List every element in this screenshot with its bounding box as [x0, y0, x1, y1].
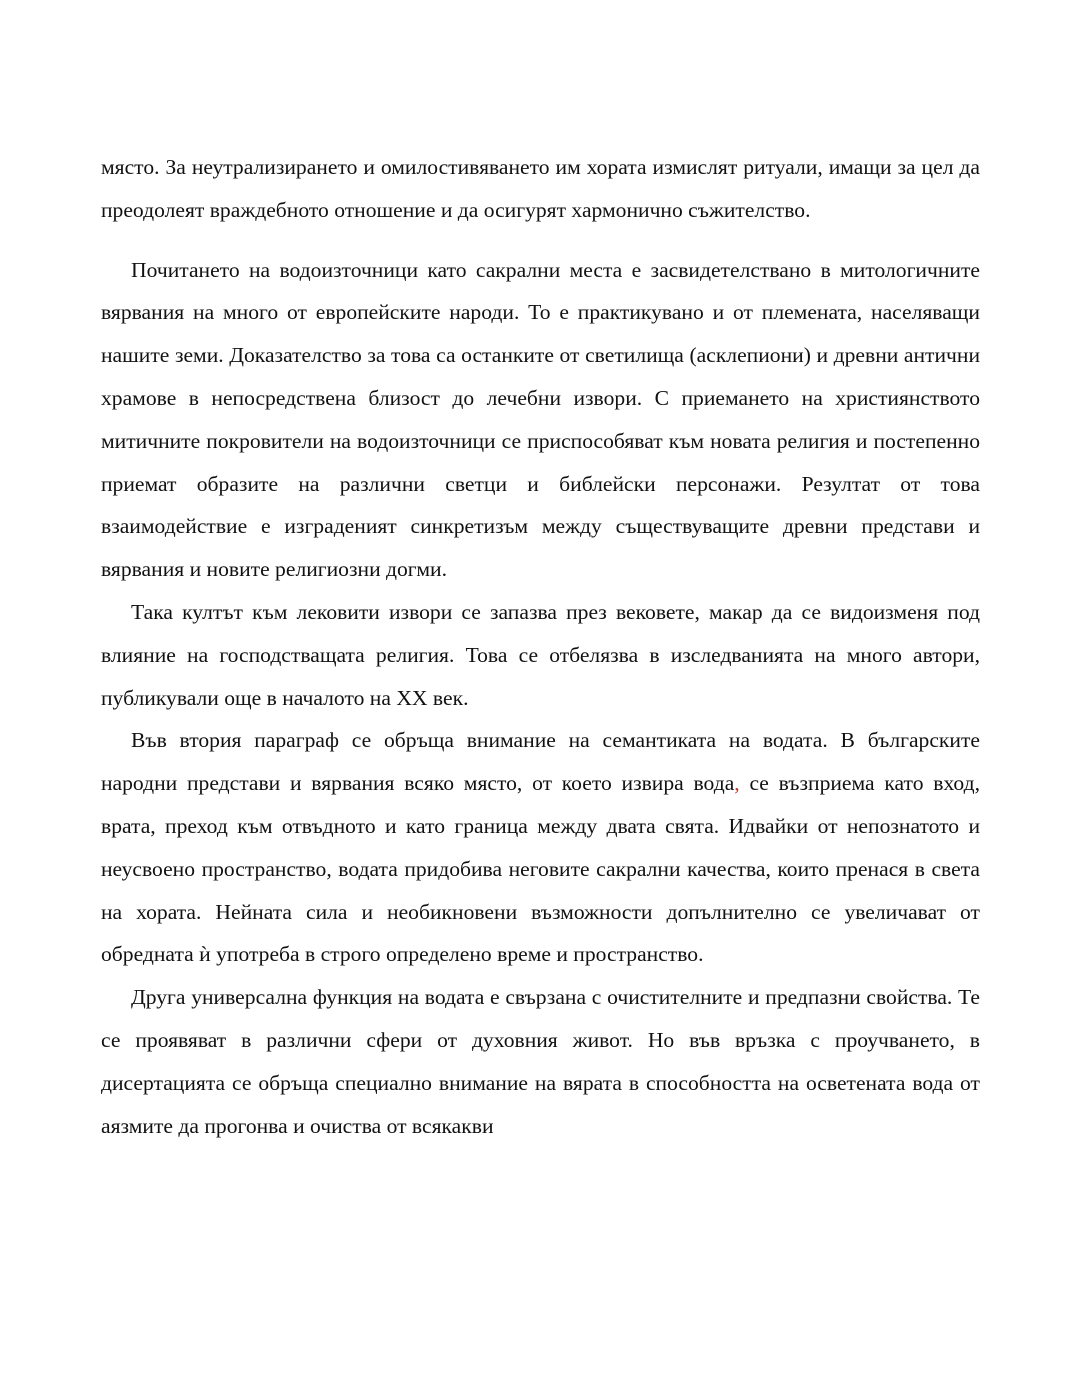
paragraph-3: Така култът към лековити извори се запазва през вековете, макар да се видоизменя под влияние на господстващата религия. Това се отбелязва в изследванията на много автори, публикували още в началото на XX век. — [101, 599, 980, 710]
paragraph-5: Друга универсална функция на водата е свързана с очистителните и предпазни свойства. Те се проявяват в различни сфери от духовния живот. Но във връзка с проучването, в дисертацията се обръща специално внимание на вярата в способността на осветената вода от аязмите да прогонва и очиства от всякакви — [101, 985, 980, 1138]
paragraph-4 — [101, 719, 980, 976]
revision-mark: , — [734, 771, 740, 796]
paragraph-1: място. За неутрализирането и омилостивяването им хората измислят ритуали, имащи за цел да преодолеят враждебното отношение и да осигурят хармонично съжителство. — [101, 155, 980, 222]
paragraph-4-text-before: Във втория параграф се обръща внимание на семантиката на водата. В българските народни представи и вярвания всяко място, от което извира вода — [101, 728, 980, 796]
paragraph-2: Почитането на водоизточници като сакрални места е засвидетелствано в митологичните вярвания на много от европейските народи. То е практикувано и от племената, населяващи нашите земи. Доказателство за това са останките от светилища (асклепиони) и древни антични храмове в непосредствена близост до лечебни извори. С приемането на християнството митичните покровители на водоизточници се приспособяват към новата религия и постепенно приемат образите на различни светци и библейски персонажи. Резултат от това взаимодействие е изграденият синкретизъм между съществуващите древни представи и вярвания и новите религиозни догми. — [101, 257, 980, 582]
document-body — [101, 146, 980, 1147]
paragraph-4-text-after: се възприема като вход, врата, преход към отвъдното и като граница между двата свята. Идвайки от непознатото и неусвоено пространство, водата придобива неговите сакрални качества, които пренася в света на хората. Нейната сила и необикновени възможности допълнително се увеличават от обредната ѝ употреба в строго определено време и пространство. — [101, 771, 980, 967]
